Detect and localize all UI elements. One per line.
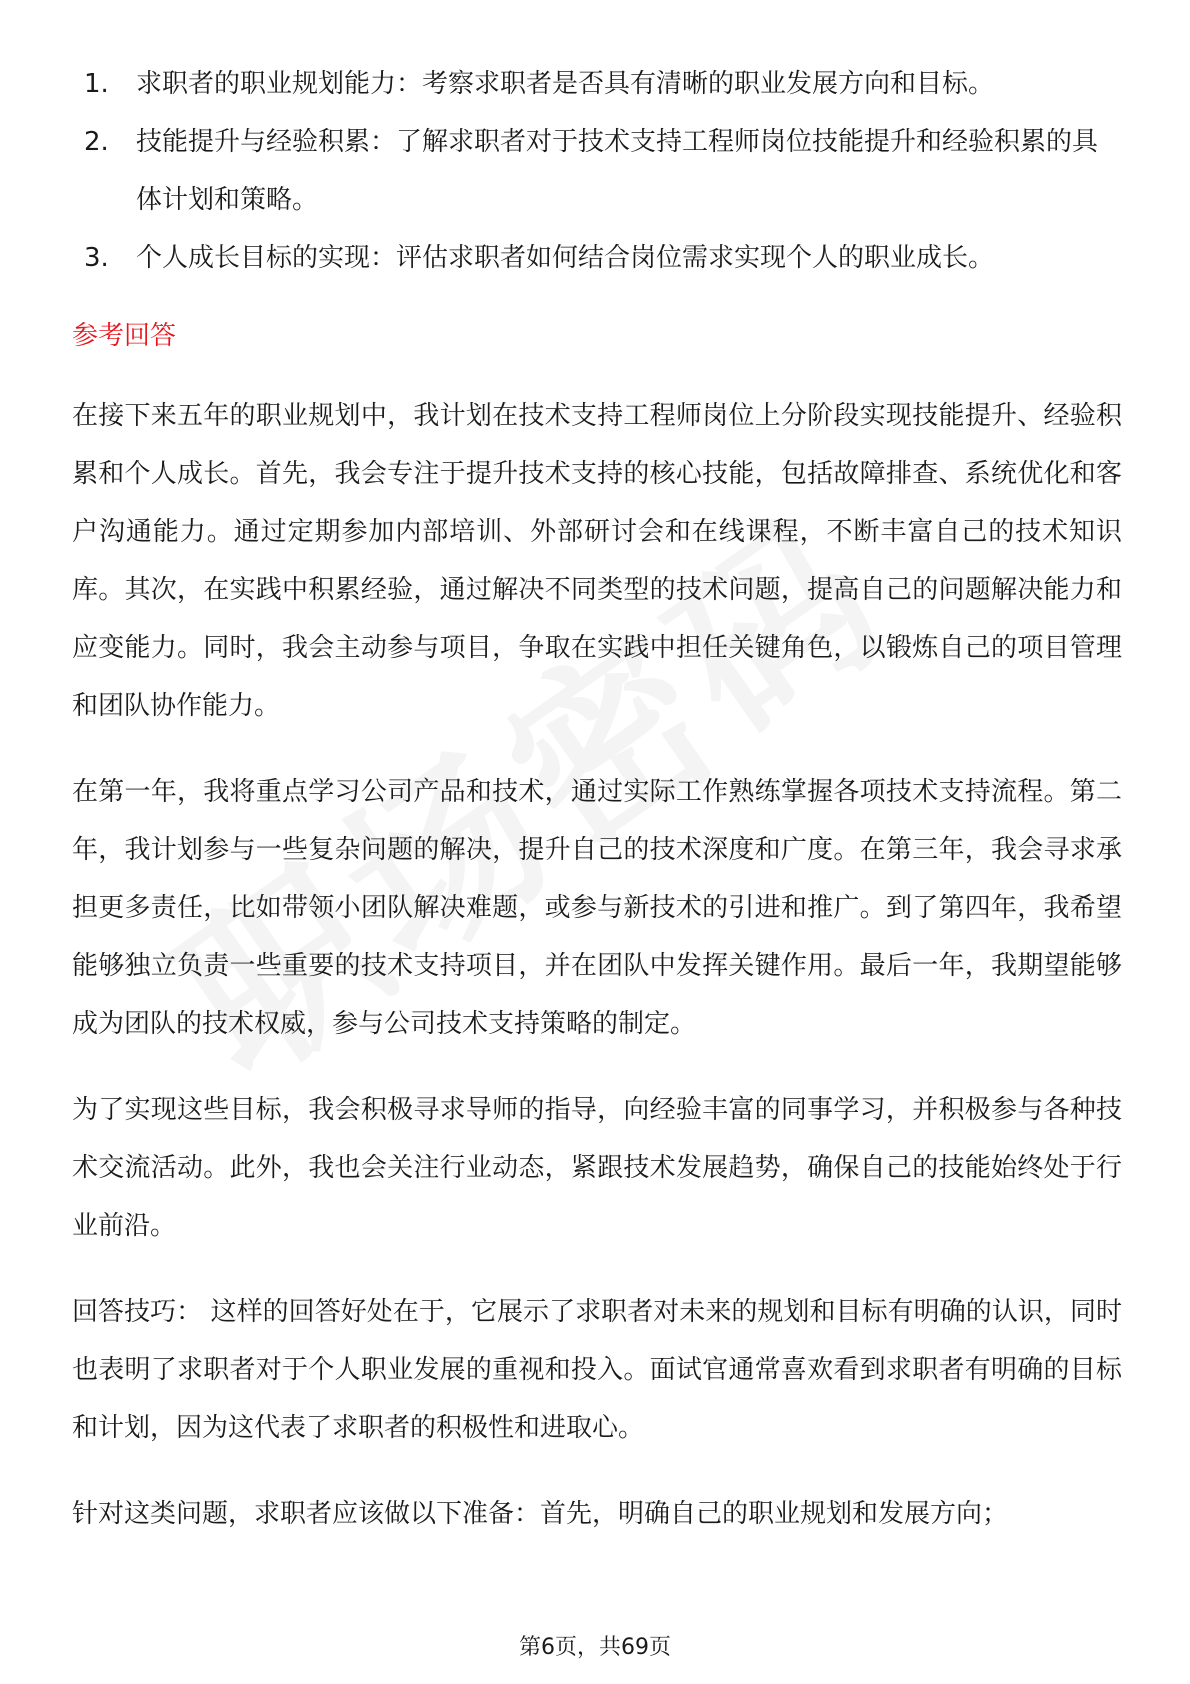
answer-paragraph: 在接下来五年的职业规划中，我计划在技术支持工程师岗位上分阶段实现技能提升、经验积累和个人成长。首先，我会专注于提升技术支持的核心技能，包括故障排查、系统优化和客户沟通能力。通过定期参加内部培训、外部研讨会和在线课程，不断丰富自己的技术知识库。其次，在实践中积累经验，通过解决不同类型的技术问题，提高自己的问题解决能力和应变能力。同时，我会主动参与项目，争取在实践中担任关键角色，以锻炼自己的项目管理和团队协作能力。 — [72, 401, 1122, 721]
list-item-number: 3. — [84, 243, 109, 273]
list-item — [84, 55, 1122, 113]
list-item — [84, 229, 1122, 287]
answer-tips-paragraph: 回答技巧： 这样的回答好处在于，它展示了求职者对未来的规划和目标有明确的认识，同时也表明了求职者对于个人职业发展的重视和投入。面试官通常喜欢看到求职者有明确的目标和计划，因为这代表了求职者的积极性和进取心。 — [72, 1297, 1122, 1443]
list-item-number: 1. — [84, 69, 109, 99]
list-item-text: 个人成长目标的实现：评估求职者如何结合岗位需求实现个人的职业成长。 — [136, 243, 995, 273]
reference-answer-heading: 参考回答 — [72, 321, 177, 351]
answer-paragraph: 在第一年，我将重点学习公司产品和技术，通过实际工作熟练掌握各项技术支持流程。第二年，我计划参与一些复杂问题的解决，提升自己的技术深度和广度。在第三年，我会寻求承担更多责任，比如带领小团队解决难题，或参与新技术的引进和推广。到了第四年，我希望能够独立负责一些重要的技术支持项目，并在团队中发挥关键作用。最后一年，我期望能够成为团队的技术权威，参与公司技术支持策略的制定。 — [72, 777, 1122, 1039]
answer-paragraph: 为了实现这些目标，我会积极寻求导师的指导，向经验丰富的同事学习，并积极参与各种技术交流活动。此外，我也会关注行业动态，紧跟技术发展趋势，确保自己的技能始终处于行业前沿。 — [72, 1095, 1122, 1241]
page-number: 第6页，共69页 — [519, 1635, 671, 1660]
evaluation-criteria-list — [72, 55, 1122, 287]
page-content — [72, 55, 1122, 1571]
list-item-number: 2. — [84, 127, 109, 157]
list-item-text: 求职者的职业规划能力：考察求职者是否具有清晰的职业发展方向和目标。 — [136, 69, 995, 99]
preparation-paragraph: 针对这类问题，求职者应该做以下准备：首先，明确自己的职业规划和发展方向； — [72, 1499, 1009, 1529]
list-item-text: 技能提升与经验积累：了解求职者对于技术支持工程师岗位技能提升和经验积累的具体计划和策略。 — [136, 127, 1099, 215]
list-item — [84, 113, 1122, 229]
